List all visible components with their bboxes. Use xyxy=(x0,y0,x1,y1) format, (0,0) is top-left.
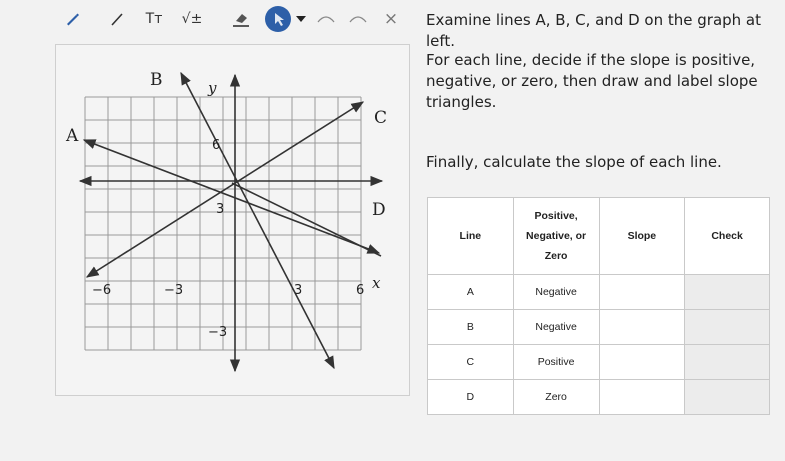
header-line: Line xyxy=(428,198,514,275)
header-sign-3: Zero xyxy=(544,250,568,262)
cell-sign: Positive xyxy=(513,345,599,380)
eraser-icon xyxy=(231,10,251,28)
slope-input[interactable] xyxy=(599,275,685,310)
header-sign-2: Negative, or xyxy=(526,230,587,242)
instruction-line-2b: negative, or zero, then draw and label slope xyxy=(426,72,758,90)
instruction-line-1: Examine lines A, B, C, and D on the graph at left. xyxy=(426,11,762,50)
check-cell xyxy=(685,310,770,345)
check-cell xyxy=(685,380,770,415)
cell-line: B xyxy=(428,310,514,345)
cell-line: A xyxy=(428,275,514,310)
grid xyxy=(85,97,361,350)
axis-label-y: y xyxy=(208,79,217,97)
coordinate-graph xyxy=(56,45,411,397)
check-cell xyxy=(685,345,770,380)
select-dropdown[interactable] xyxy=(294,6,308,32)
eraser-tool[interactable] xyxy=(224,6,258,32)
undo-tool[interactable] xyxy=(314,6,338,32)
clear-tool[interactable]: × xyxy=(383,9,399,29)
cell-line: D xyxy=(428,380,514,415)
tick-label-x-3: 3 xyxy=(294,283,303,298)
line-label-d: D xyxy=(372,200,386,220)
graph-canvas[interactable] xyxy=(55,44,410,396)
redo-icon xyxy=(349,14,367,24)
cell-sign: Negative xyxy=(513,275,599,310)
check-cell xyxy=(685,275,770,310)
caret-down-icon xyxy=(296,15,306,23)
table-row xyxy=(428,310,770,345)
tick-label-y-6: 6 xyxy=(212,138,221,153)
header-sign xyxy=(513,198,599,275)
instruction-line-3: Finally, calculate the slope of each line. xyxy=(426,153,722,171)
header-slope: Slope xyxy=(599,198,685,275)
cell-sign: Zero xyxy=(513,380,599,415)
redo-tool[interactable] xyxy=(346,6,370,32)
slope-input[interactable] xyxy=(599,310,685,345)
line-a xyxy=(84,140,379,253)
pencil-icon xyxy=(64,11,80,27)
line-d xyxy=(232,183,381,256)
slope-table xyxy=(427,197,770,415)
math-tool[interactable]: √± xyxy=(181,11,203,27)
line-b xyxy=(181,73,334,368)
table-row xyxy=(428,380,770,415)
table-row xyxy=(428,345,770,380)
line-label-b: B xyxy=(150,70,163,90)
line-icon xyxy=(109,11,125,27)
cursor-icon xyxy=(264,5,292,33)
select-tool[interactable] xyxy=(264,6,292,32)
tick-label-x-6: 6 xyxy=(356,283,365,298)
line-label-a: A xyxy=(66,126,79,146)
instruction-line-2a: For each line, decide if the slope is positive, xyxy=(426,51,756,69)
undo-icon xyxy=(317,14,335,24)
line-label-c: C xyxy=(374,108,388,128)
line-tool[interactable] xyxy=(102,6,132,32)
tick-label-x-neg3: −3 xyxy=(164,283,184,298)
axis-label-x: x xyxy=(372,274,381,292)
instruction-line-2c: triangles. xyxy=(426,93,497,111)
cell-line: C xyxy=(428,345,514,380)
table-row xyxy=(428,275,770,310)
text-tool[interactable]: Tт xyxy=(145,11,163,27)
slope-input[interactable] xyxy=(599,380,685,415)
tick-label-y-neg3: −3 xyxy=(208,325,228,340)
tick-label-x-neg6: −6 xyxy=(92,283,112,298)
drawing-toolbar xyxy=(50,4,410,34)
slope-input[interactable] xyxy=(599,345,685,380)
header-sign-1: Positive, xyxy=(534,210,578,222)
tick-label-y-3: 3 xyxy=(216,202,225,217)
header-check: Check xyxy=(685,198,770,275)
table-header-row xyxy=(428,198,770,275)
plotted-lines xyxy=(84,73,381,368)
cell-sign: Negative xyxy=(513,310,599,345)
pencil-tool[interactable] xyxy=(54,6,90,32)
